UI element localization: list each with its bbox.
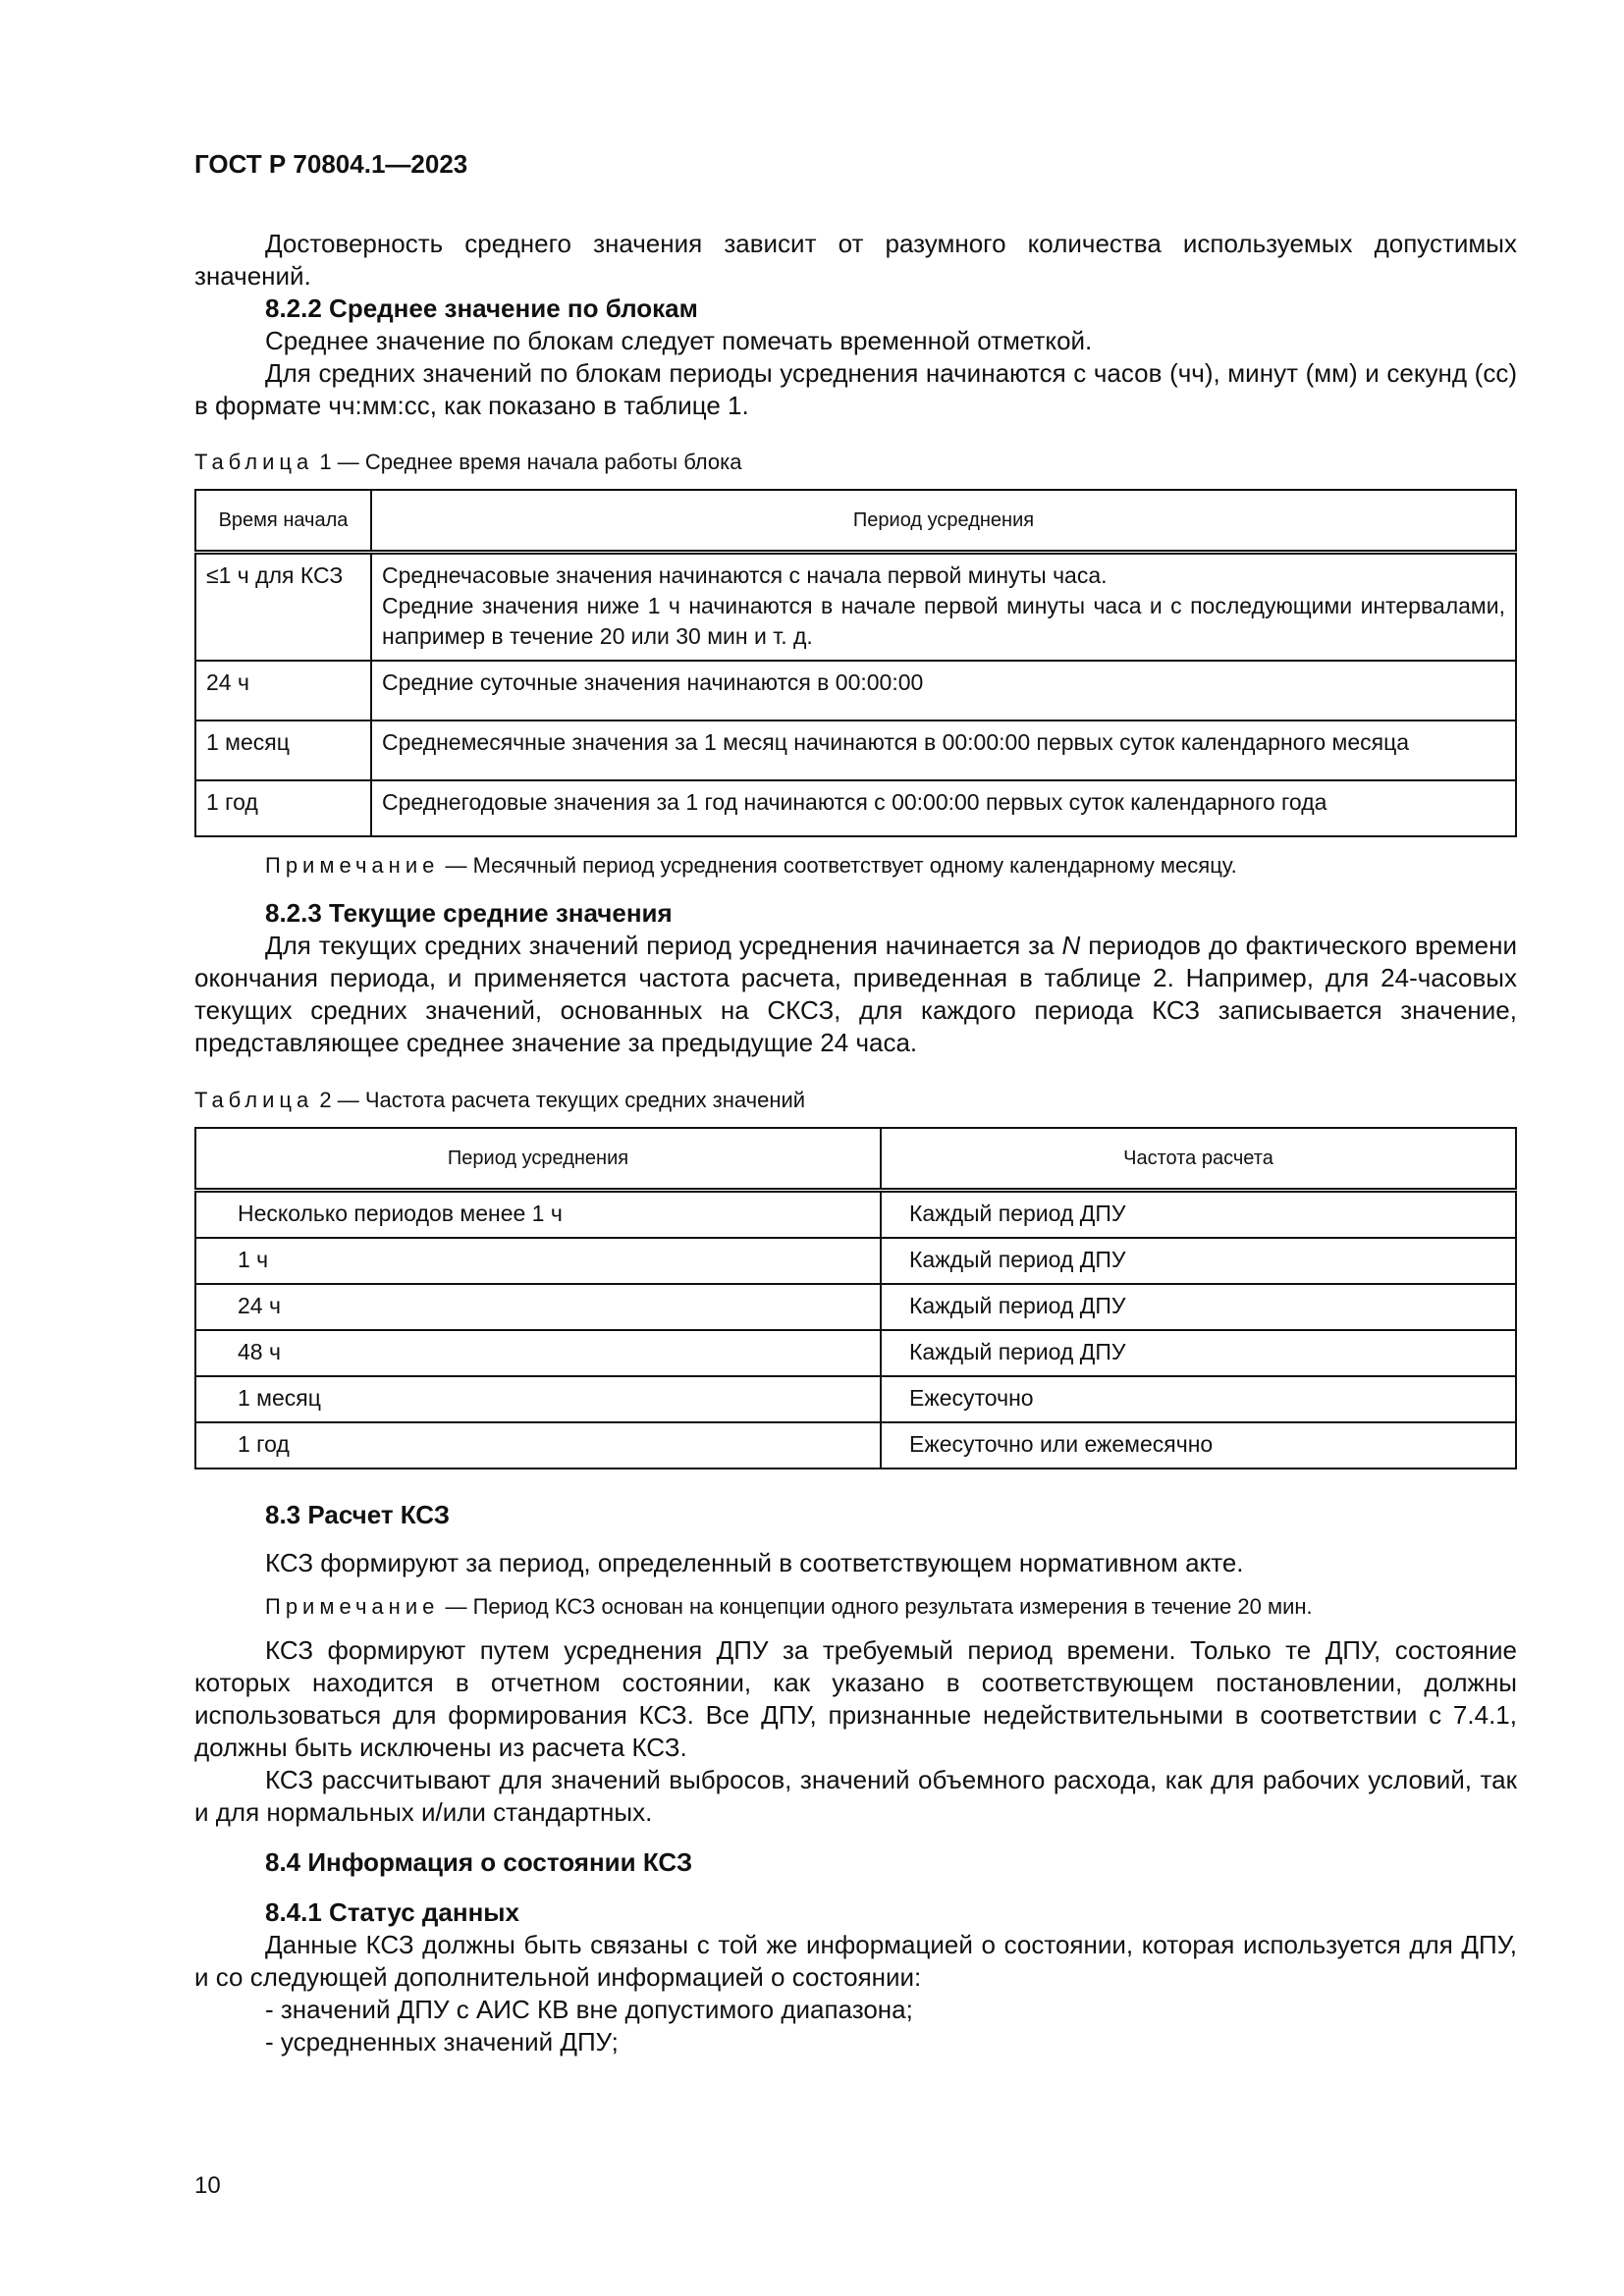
document-header: ГОСТ Р 70804.1—2023 xyxy=(194,149,468,179)
paragraph: КСЗ рассчитывают для значений выбросов, значений объемного расхода, как для рабочих условий, так и для нормальных и/или стандартных. xyxy=(194,1765,1517,1827)
table-row xyxy=(195,553,1516,661)
section-8-3-block xyxy=(194,1499,1517,2058)
table1 xyxy=(194,489,1517,837)
table-cell: Несколько периодов менее 1 ч xyxy=(195,1191,881,1239)
section-heading: 8.3 Расчет КСЗ xyxy=(265,1500,451,1529)
section-heading: 8.4 Информация о состоянии КСЗ xyxy=(265,1847,693,1877)
text: N xyxy=(1061,931,1081,960)
table-cell: 1 ч xyxy=(195,1238,881,1284)
paragraph: Данные КСЗ должны быть связаны с той же информацией о состоянии, которая используется для ДПУ, и со следующей дополнительной информацией о состоянии: xyxy=(194,1930,1517,1992)
table-cell: ≤1 ч для КСЗ xyxy=(195,553,371,661)
table-cell: 48 ч xyxy=(195,1330,881,1376)
table-row xyxy=(195,721,1516,780)
table-caption-text: 1 — Среднее время начала работы блока xyxy=(313,450,742,474)
table-cell: 1 год xyxy=(195,780,371,836)
table-row xyxy=(195,1376,1516,1422)
table-cell xyxy=(371,553,1516,661)
column-header: Период усреднения xyxy=(195,1128,881,1191)
table-row xyxy=(195,1330,1516,1376)
note xyxy=(194,1593,1517,1621)
table-caption-text: 2 — Частота расчета текущих средних значений xyxy=(313,1088,806,1112)
table-cell: Каждый период ДПУ xyxy=(881,1284,1516,1330)
table-cell: 24 ч xyxy=(195,1284,881,1330)
table-row xyxy=(195,1284,1516,1330)
table-label: Таблица xyxy=(194,1088,314,1112)
table-cell: 1 месяц xyxy=(195,1376,881,1422)
table-cell: 24 ч xyxy=(195,661,371,721)
cell-line: Среднечасовые значения начинаются с начала первой минуты часа. xyxy=(382,562,1108,588)
paragraph: КСЗ формируют за период, определенный в соответствующем нормативном акте. xyxy=(265,1548,1244,1577)
text: Для текущих средних значений период усреднения начинается за xyxy=(265,931,1062,960)
table-cell: Среднемесячные значения за 1 месяц начинаются в 00:00:00 первых суток календарного месяца xyxy=(371,721,1516,780)
page-number: 10 xyxy=(194,2172,221,2199)
table1-caption xyxy=(194,449,1517,476)
table-cell: Каждый период ДПУ xyxy=(881,1330,1516,1376)
table-cell: Ежесуточно или ежемесячно xyxy=(881,1422,1516,1468)
table-cell: Каждый период ДПУ xyxy=(881,1191,1516,1239)
column-header: Время начала xyxy=(195,490,371,553)
text: периодов до фактического времени окончания периода, и применяется частота расчета, приведенная в таблице 2. Например, для 24-часовых текущих средних значений, основанных на СКСЗ, для каждого периода КСЗ записывается значение, представляющее среднее значение за предыдущие 24 часа. xyxy=(194,931,1517,1057)
note xyxy=(194,852,1588,880)
note-label: Примечание xyxy=(265,1594,440,1619)
paragraph: Среднее значение по блокам следует помечать временной отметкой. xyxy=(265,326,1093,355)
note-text: — Период КСЗ основан на концепции одного результата измерения в течение 20 мин. xyxy=(439,1594,1313,1619)
table-row xyxy=(195,1238,1516,1284)
table2 xyxy=(194,1127,1517,1469)
table-label: Таблица xyxy=(194,450,314,474)
paragraph: КСЗ формируют путем усреднения ДПУ за требуемый период времени. Только те ДПУ, состояние которых находится в отчетном состоянии, как указано в соответствующем постановлении, должны использоваться для формирования КСЗ. Все ДПУ, признанные недействительными в соответствии с 7.4.1, должны быть исключены из расчета КСЗ. xyxy=(194,1635,1517,1762)
table-cell: Каждый период ДПУ xyxy=(881,1238,1516,1284)
section-heading: 8.4.1 Статус данных xyxy=(265,1897,519,1927)
table2-caption xyxy=(194,1087,1517,1114)
table-row xyxy=(195,661,1516,721)
section-heading: 8.2.3 Текущие средние значения xyxy=(265,898,673,928)
table-row xyxy=(195,1191,1516,1239)
paragraph: Для средних значений по блокам периоды усреднения начинаются с часов (чч), минут (мм) и секунд (сс) в формате чч:мм:сс, как показано в таблице 1. xyxy=(194,358,1517,420)
table-cell: Среднегодовые значения за 1 год начинаются с 00:00:00 первых суток календарного года xyxy=(371,780,1516,836)
table-cell: Средние суточные значения начинаются в 00:00:00 xyxy=(371,661,1516,721)
paragraph: Достоверность среднего значения зависит от разумного количества используемых допустимых значений. xyxy=(194,229,1517,291)
column-header: Частота расчета xyxy=(881,1128,1516,1191)
cell-line: Средние значения ниже 1 ч начинаются в начале первой минуты часа и с последующими интервалами, например в течение 20 или 30 мин и т. д. xyxy=(382,593,1505,649)
section-heading: 8.2.2 Среднее значение по блокам xyxy=(265,294,698,323)
table-cell: 1 месяц xyxy=(195,721,371,780)
column-header: Период усреднения xyxy=(371,490,1516,553)
list-item: - усредненных значений ДПУ; xyxy=(265,2027,619,2056)
note-text: — Месячный период усреднения соответствует одному календарному месяцу. xyxy=(439,853,1237,878)
section-8-2-2-block xyxy=(194,228,1517,422)
table-cell: Ежесуточно xyxy=(881,1376,1516,1422)
table-row xyxy=(195,1422,1516,1468)
note-label: Примечание xyxy=(265,853,440,878)
list-item: - значений ДПУ с АИС КВ вне допустимого диапазона; xyxy=(265,1995,913,2024)
section-8-2-3-block xyxy=(194,897,1517,1059)
table-cell: 1 год xyxy=(195,1422,881,1468)
table-row xyxy=(195,780,1516,836)
paragraph xyxy=(194,930,1517,1059)
